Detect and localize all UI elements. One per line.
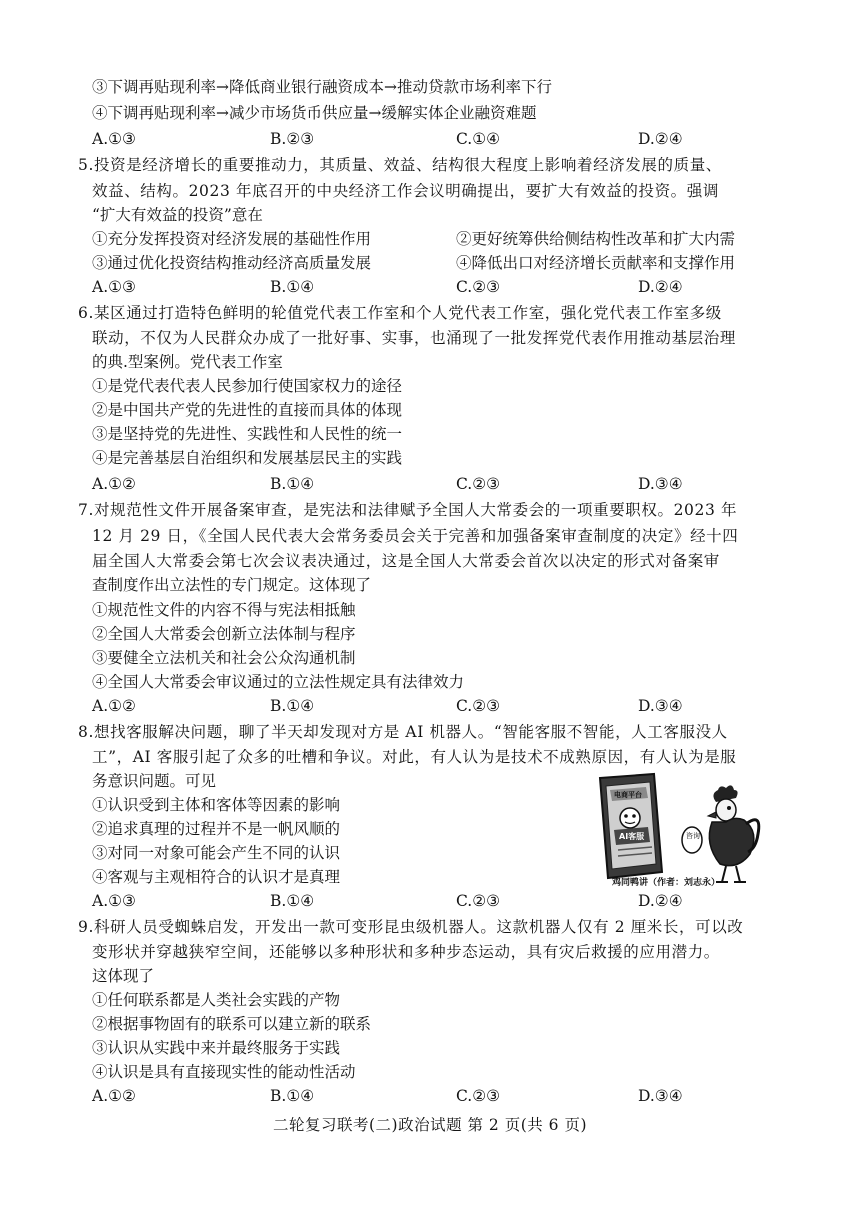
- q9-option-b: B.①④: [270, 1087, 315, 1105]
- q5-stem-line-2: 效益、结构。2023 年底召开的中央经济工作会议明确提出，要扩大有效益的投资。强调: [92, 182, 719, 200]
- q4-statement-4: ④下调再贴现利率→减少市场货币供应量→缓解实体企业融资难题: [92, 104, 537, 122]
- q7-statement-4: ④全国人大常委会审议通过的立法性规定具有法律效力: [92, 673, 465, 691]
- q8-option-d: D.②④: [638, 892, 683, 910]
- q8-statement-4: ④客观与主观相符合的认识才是真理: [92, 868, 341, 886]
- q5-option-c: C.②③: [456, 278, 501, 296]
- q6-statement-3: ③是坚持党的先进性、实践性和人民性的统一: [92, 425, 403, 443]
- q7-stem-line-4: 查制度作出立法性的专门规定。这体现了: [92, 576, 372, 594]
- q5-stem-line-3: “扩大有效益的投资”意在: [92, 206, 263, 224]
- q6-option-c: C.②③: [456, 475, 501, 493]
- q9-option-c: C.②③: [456, 1087, 501, 1105]
- phone-top-label: 电商平台: [614, 791, 642, 799]
- q9-statement-1: ①任何联系都是人类社会实践的产物: [92, 991, 341, 1009]
- q9-stem-line-1: 9.科研人员受蜘蛛启发，开发出一款可变形昆虫级机器人。这款机器人仅有 2 厘米长，可以改: [78, 918, 744, 936]
- q5-option-d: D.②④: [638, 278, 683, 296]
- cartoon-illustration: [588, 772, 764, 892]
- q6-statement-4: ④是完善基层自治组织和发展基层民主的实践: [92, 449, 403, 467]
- q6-stem-line-1: 6.某区通过打造特色鲜明的轮值党代表工作室和个人党代表工作室，强化党代表工作室多级: [78, 304, 722, 322]
- q8-stem-line-2: 工”，AI 客服引起了众多的吐槽和争议。对此，有人认为是技术不成熟原因，有人认为是服: [92, 748, 737, 766]
- q9-statement-3: ③认识从实践中来并最终服务于实践: [92, 1039, 341, 1057]
- q9-stem-line-2: 变形状并穿越狭窄空间，还能够以多种形状和多种步态运动，具有灾后救援的应用潜力。: [92, 943, 720, 961]
- q8-statement-3: ③对同一对象可能会产生不同的认识: [92, 844, 341, 862]
- q8-statement-2: ②追求真理的过程并不是一帆风顺的: [92, 820, 341, 838]
- q4-statement-3: ③下调再贴现利率→降低商业银行融资成本→推动贷款市场利率下行: [92, 78, 552, 96]
- q9-option-a: A.①②: [92, 1087, 136, 1105]
- cartoon-caption: 鸡同鸭讲（作者：刘志永）: [612, 878, 721, 888]
- bubble-label: 咨询: [686, 832, 700, 840]
- q5-option-a: A.①③: [92, 278, 136, 296]
- q9-stem-line-3: 这体现了: [92, 967, 155, 985]
- q8-option-a: A.①③: [92, 892, 136, 910]
- q5-stem-line-1: 5.投资是经济增长的重要推动力，其质量、效益、结构很大程度上影响着经济发展的质量、: [78, 156, 722, 174]
- q6-option-b: B.①④: [270, 475, 315, 493]
- q6-statement-1: ①是党代表代表人民参加行使国家权力的途径: [92, 377, 403, 395]
- q7-option-a: A.①②: [92, 697, 136, 715]
- q7-option-b: B.①④: [270, 697, 315, 715]
- q4-option-d: D.②④: [638, 130, 683, 148]
- q8-stem-line-1: 8.想找客服解决问题，聊了半天却发现对方是 AI 机器人。“智能客服不智能，人工客服没人: [78, 723, 728, 741]
- q7-statement-3: ③要健全立法机关和社会公众沟通机制: [92, 649, 356, 667]
- q4-option-c: C.①④: [456, 130, 501, 148]
- q6-stem-line-2: 联动，不仅为人民群众办成了一批好事、实事，也涌现了一批发挥党代表作用推动基层治理: [92, 329, 737, 347]
- q6-option-d: D.③④: [638, 475, 683, 493]
- q9-statement-4: ④认识是具有直接现实性的能动性活动: [92, 1063, 356, 1081]
- q7-option-d: D.③④: [638, 697, 683, 715]
- q9-statement-2: ②根据事物固有的联系可以建立新的联系: [92, 1015, 372, 1033]
- q6-statement-2: ②是中国共产党的先进性的直接而具体的体现: [92, 401, 403, 419]
- rooster-icon: [682, 785, 759, 882]
- q5-statement-1: ①充分发挥投资对经济发展的基础性作用: [92, 230, 372, 248]
- q6-stem-line-3: 的典.型案例。党代表工作室: [92, 353, 283, 371]
- phone-mid-label: AI客服: [619, 832, 645, 841]
- q5-statement-2: ②更好统筹供给侧结构性改革和扩大内需: [456, 230, 736, 248]
- q5-statement-4: ④降低出口对经济增长贡献率和支撑作用: [456, 254, 736, 272]
- q5-option-b: B.①④: [270, 278, 315, 296]
- q8-stem-line-3: 务意识问题。可见: [92, 772, 217, 790]
- q4-option-b: B.②③: [270, 130, 315, 148]
- q6-option-a: A.①②: [92, 475, 136, 493]
- q8-option-b: B.①④: [270, 892, 315, 910]
- q4-option-a: A.①③: [92, 130, 136, 148]
- q9-option-d: D.③④: [638, 1087, 683, 1105]
- q7-statement-1: ①规范性文件的内容不得与宪法相抵触: [92, 601, 356, 619]
- q7-statement-2: ②全国人大常委会创新立法体制与程序: [92, 625, 356, 643]
- q8-statement-1: ①认识受到主体和客体等因素的影响: [92, 796, 341, 814]
- q7-option-c: C.②③: [456, 697, 501, 715]
- q7-stem-line-3: 届全国人大常委会第七次会议表决通过，这是全国人大常委会首次以决定的形式对备案审: [92, 552, 720, 570]
- q7-stem-line-2: 12 月 29 日，《全国人民代表大会常务委员会关于完善和加强备案审查制度的决定》经十四: [92, 527, 739, 545]
- phone-icon: [600, 774, 662, 878]
- page-footer: 二轮复习联考(二)政治试题 第 2 页(共 6 页): [272, 1116, 588, 1134]
- q5-statement-3: ③通过优化投资结构推动经济高质量发展: [92, 254, 372, 272]
- q7-stem-line-1: 7.对规范性文件开展备案审查，是宪法和法律赋予全国人大常委会的一项重要职权。2023 年: [78, 501, 738, 519]
- q8-option-c: C.②③: [456, 892, 501, 910]
